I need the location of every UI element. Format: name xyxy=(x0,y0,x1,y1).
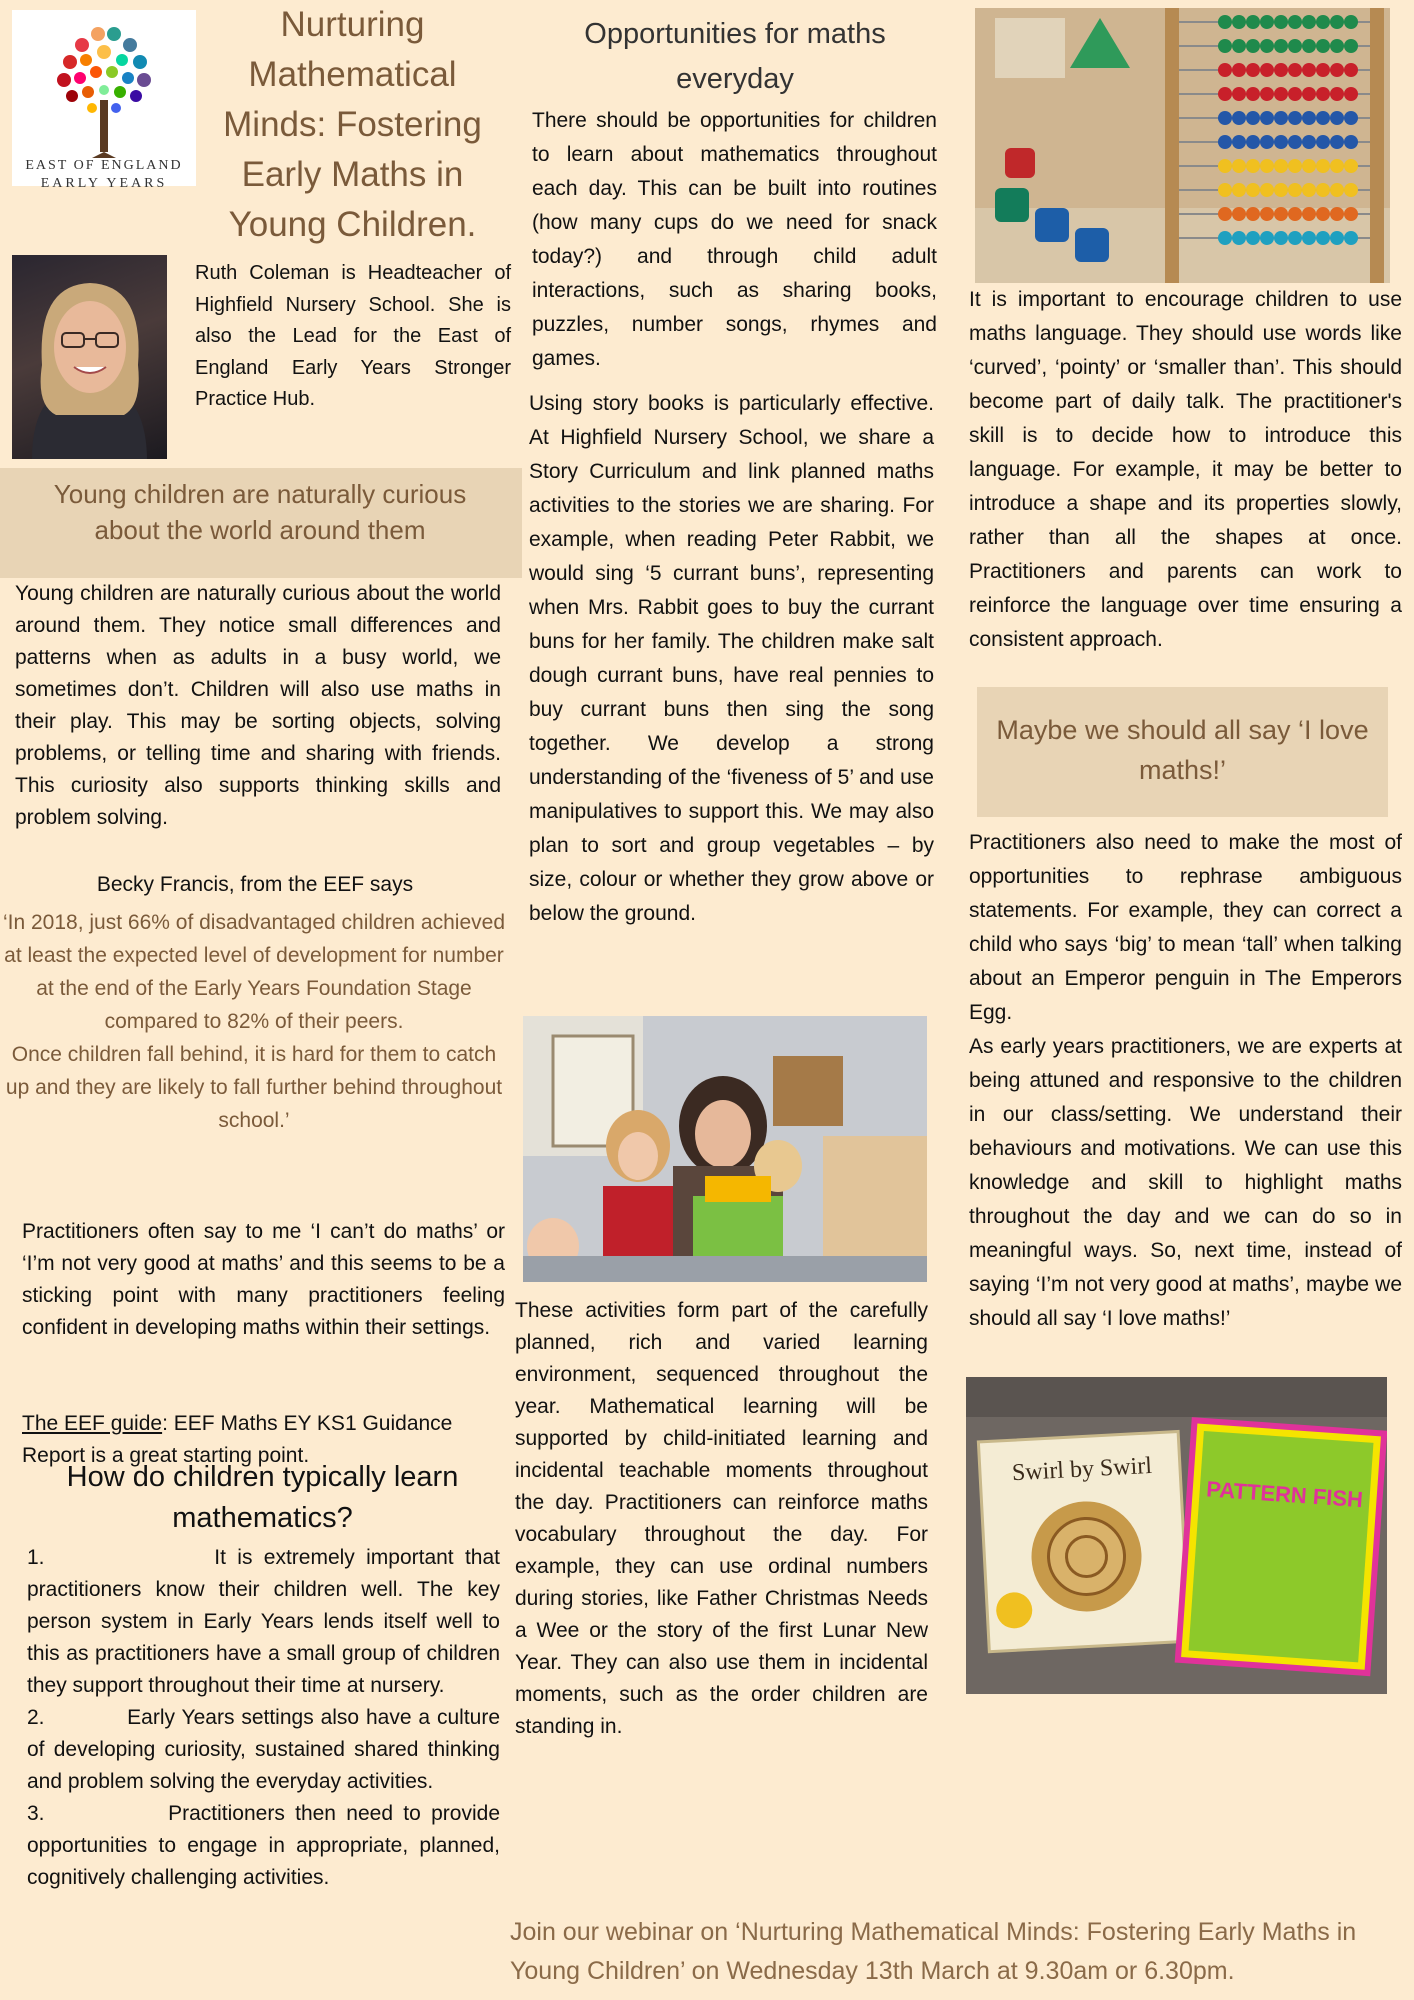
abacus-bead xyxy=(1246,135,1260,149)
abacus-bead xyxy=(1316,135,1330,149)
abacus-bead xyxy=(1316,87,1330,101)
abacus-bead xyxy=(1330,87,1344,101)
abacus-bead xyxy=(1288,63,1302,77)
abacus-bead xyxy=(1232,231,1246,245)
abacus-bead xyxy=(1302,87,1316,101)
abacus-photo xyxy=(975,8,1390,283)
abacus-bead xyxy=(1302,159,1316,173)
abacus-bead xyxy=(1260,63,1274,77)
tree-icon xyxy=(12,10,196,160)
eef-guide-text: : EEF Maths EY KS1 Guidance Report is a great starting point. xyxy=(22,1412,453,1467)
abacus-bead xyxy=(1316,231,1330,245)
abacus-bead xyxy=(1246,39,1260,53)
quote-part-2: Once children fall behind, it is hard for them to catch up and they are likely to fall further behind throughout school.’ xyxy=(5,1043,503,1132)
abacus-bead xyxy=(1274,231,1288,245)
abacus-bead xyxy=(1218,111,1232,125)
abacus-bead xyxy=(1288,39,1302,53)
abacus-bead xyxy=(1260,231,1274,245)
abacus-bead xyxy=(1302,207,1316,221)
abacus-bead xyxy=(1344,135,1358,149)
eef-quote xyxy=(0,906,508,1137)
abacus-bead xyxy=(1316,39,1330,53)
section-heading-opportunities: Opportunities for maths everyday xyxy=(584,18,886,95)
abacus-bead xyxy=(1232,63,1246,77)
abacus-bead xyxy=(1288,159,1302,173)
opportunities-paragraph: There should be opportunities for children to learn about mathematics throughout each day. This can be built into routines (how many cups do we need for snack today?) and through child adult interactions, such as sharing books, puzzles, number songs, rhymes and games. xyxy=(532,109,937,370)
abacus-bead xyxy=(1288,183,1302,197)
abacus-bead xyxy=(1344,207,1358,221)
abacus-bead xyxy=(1330,135,1344,149)
abacus-bead xyxy=(1218,63,1232,77)
abacus-bead xyxy=(1302,63,1316,77)
abacus-bead xyxy=(1288,207,1302,221)
abacus-bead xyxy=(1260,135,1274,149)
rephrase-paragraph xyxy=(969,826,1402,1336)
list-text: Early Years settings also have a culture of developing curiosity, sustained shared thinking and problem solving the everyday activities. xyxy=(27,1706,501,1793)
abacus-bead xyxy=(1218,159,1232,173)
rephrase-text: Practitioners also need to make the most of opportunities to rephrase ambiguous statements. For example, they can correct a child who says ‘big’ to mean ‘tall’ when talking about an Emperor penguin in The Emperors Egg. xyxy=(969,831,1402,1024)
abacus-bead xyxy=(1330,63,1344,77)
page-title: Nurturing Mathematical Minds: Fostering Early Maths in Young Children. xyxy=(223,5,482,244)
learning-environment-paragraph: These activities form part of the carefully planned, rich and varied learning environment, sequenced throughout the year. Mathematical learning will be supported by child-initiated learning and incidental teachable moments throughout the day. Practitioners can reinforce maths vocabulary throughout the day. For example, they can use ordinal numbers during stories, like Father Christmas Needs a Wee or the story of the first Lunar New Year. They can also use them in incidental moments, such as the order children are standing in. xyxy=(515,1299,928,1738)
nursery-classroom-photo xyxy=(523,1016,927,1282)
abacus-bead xyxy=(1246,207,1260,221)
abacus-bead xyxy=(1274,183,1288,197)
numbered-list xyxy=(27,1542,500,1894)
list-item xyxy=(27,1798,500,1894)
abacus-bead xyxy=(1288,87,1302,101)
abacus-bead xyxy=(1260,39,1274,53)
abacus-bead xyxy=(1316,63,1330,77)
section-heading-how: How do children typically learn mathematics? xyxy=(66,1461,459,1534)
list-text: It is extremely important that practitioners know their children well. The key person system in Early Years lends itself well to this as practitioners have a small group of children they support throughout their time at nursery. xyxy=(27,1546,500,1697)
abacus-bead xyxy=(1344,159,1358,173)
abacus-bead xyxy=(1218,231,1232,245)
abacus-bead xyxy=(1274,15,1288,29)
abacus-bead xyxy=(1302,15,1316,29)
abacus-bead xyxy=(1330,159,1344,173)
abacus-bead xyxy=(1232,207,1246,221)
eef-guide-link[interactable]: The EEF guide xyxy=(22,1412,163,1435)
abacus-bead xyxy=(1274,135,1288,149)
list-text: Practitioners then need to provide opportunities to engage in appropriate, planned, cognitively challenging activities. xyxy=(27,1802,500,1889)
logo-text-line1: EAST OF ENGLAND xyxy=(25,158,183,173)
abacus-bead xyxy=(1302,135,1316,149)
abacus-bead xyxy=(1218,135,1232,149)
abacus-bead xyxy=(1260,183,1274,197)
author-bio: Ruth Coleman is Headteacher of Highfield Nursery School. She is also the Lead for the East of England Early Years Stronger Practice Hub. xyxy=(195,262,511,410)
abacus-bead xyxy=(1218,39,1232,53)
abacus-bead xyxy=(1288,15,1302,29)
abacus-bead xyxy=(1246,111,1260,125)
hub-logo xyxy=(12,10,196,191)
abacus-bead xyxy=(1274,207,1288,221)
abacus-bead xyxy=(1218,87,1232,101)
abacus-bead xyxy=(1218,15,1232,29)
abacus-bead xyxy=(1302,39,1316,53)
abacus-bead xyxy=(1246,63,1260,77)
abacus-bead xyxy=(1316,183,1330,197)
quote-part-1: ‘In 2018, just 66% of disadvantaged children achieved at least the expected level of development for number at the end of the Early Years Foundation Stage compared to 82% of their peers. xyxy=(2,911,505,1033)
abacus-bead xyxy=(1316,207,1330,221)
abacus-bead xyxy=(1260,207,1274,221)
list-number: 2. xyxy=(27,1706,45,1729)
list-number: 1. xyxy=(27,1546,45,1569)
abacus-bead xyxy=(1344,63,1358,77)
abacus-bead xyxy=(1232,183,1246,197)
story-books-paragraph: Using story books is particularly effective. At Highfield Nursery School, we share a Story Curriculum and link planned maths activities to the stories we are sharing. For example, when reading Peter Rabbit, we would sing ‘5 currant buns’, representing when Mrs. Rabbit goes to buy the currant buns for her family. The children make salt dough currant buns, have real pennies to buy currant buns then sing the song together. We develop a strong understanding of the ‘fiveness of 5’ and use manipulatives to support this. We may also plan to sort and group vegetables – by size, colour or whether they grow above or below the ground. xyxy=(529,392,934,925)
abacus-bead xyxy=(1316,159,1330,173)
abacus-bead xyxy=(1316,111,1330,125)
abacus-bead xyxy=(1302,111,1316,125)
abacus-bead xyxy=(1232,87,1246,101)
abacus-bead xyxy=(1246,159,1260,173)
abacus-bead xyxy=(1288,135,1302,149)
intro-paragraph: Young children are naturally curious about the world around them. They notice small differences and patterns when as adults in a busy world, we sometimes don’t. Children will also use maths in their play. This may be sorting objects, solving problems, or telling time and sharing with friends. This curiosity also supports thinking skills and problem solving. xyxy=(15,582,501,829)
abacus-bead xyxy=(1274,39,1288,53)
maths-language-paragraph: It is important to encourage children to use maths language. They should use words like ‘curved’, ‘pointy’ or ‘smaller than’. This should become part of daily talk. The practitioner's skill is to decide how to introduce this language. For example, it may be better to introduce a shape and its properties slowly, rather than all the shapes at once. Practitioners and parents can work to reinforce the language over time ensuring a consistent approach. xyxy=(969,288,1402,651)
abacus-bead xyxy=(1344,87,1358,101)
abacus-bead xyxy=(1288,231,1302,245)
abacus-bead xyxy=(1246,183,1260,197)
highlight-callout: Maybe we should all say ‘I love maths!’ xyxy=(996,715,1369,785)
abacus-bead xyxy=(1316,15,1330,29)
abacus-bead xyxy=(1344,111,1358,125)
abacus-bead xyxy=(1260,87,1274,101)
abacus-bead xyxy=(1232,135,1246,149)
abacus-bead xyxy=(1260,15,1274,29)
webinar-footer: Join our webinar on ‘Nurturing Mathematical Minds: Fostering Early Maths in Young Children’ on Wednesday 13th March at 9.30am or 6.30pm. xyxy=(510,1918,1357,1985)
abacus-bead xyxy=(1232,39,1246,53)
list-item xyxy=(27,1542,500,1702)
abacus-bead xyxy=(1288,111,1302,125)
abacus-bead xyxy=(1330,207,1344,221)
abacus-bead xyxy=(1246,15,1260,29)
abacus-bead xyxy=(1330,231,1344,245)
picture-books-photo xyxy=(966,1377,1387,1694)
list-item xyxy=(27,1702,500,1798)
book-title-pattern-fish: PATTERN FISH xyxy=(1205,1476,1364,1513)
abacus-bead xyxy=(1344,183,1358,197)
abacus-bead xyxy=(1274,87,1288,101)
abacus-bead xyxy=(1344,231,1358,245)
abacus-bead xyxy=(1246,87,1260,101)
abacus-bead xyxy=(1302,231,1316,245)
logo-text-line2: EARLY YEARS xyxy=(40,176,168,191)
abacus-bead xyxy=(1232,159,1246,173)
abacus-bead xyxy=(1274,111,1288,125)
abacus-bead xyxy=(1344,39,1358,53)
abacus-bead xyxy=(1330,15,1344,29)
abacus-bead xyxy=(1344,15,1358,29)
abacus-bead xyxy=(1218,183,1232,197)
abacus-bead xyxy=(1232,111,1246,125)
practitioners-paragraph: Practitioners often say to me ‘I can’t do maths’ or ‘I’m not very good at maths’ and this seems to be a sticking point with many practitioners feeling confident in developing maths within their settings. xyxy=(22,1220,505,1339)
highlight-heading: Young children are naturally curious about the world around them xyxy=(53,479,467,545)
quote-attribution: Becky Francis, from the EEF says xyxy=(96,873,414,896)
abacus-bead xyxy=(1302,183,1316,197)
abacus-bead xyxy=(1330,183,1344,197)
abacus-bead xyxy=(1260,159,1274,173)
abacus-bead xyxy=(1330,39,1344,53)
abacus-bead xyxy=(1274,159,1288,173)
book-title-swirl: Swirl by Swirl xyxy=(1011,1452,1153,1487)
abacus-bead xyxy=(1246,231,1260,245)
list-number: 3. xyxy=(27,1802,45,1825)
attuned-text: As early years practitioners, we are experts at being attuned and responsive to the children in our class/setting. We understand their behaviours and motivations. We can use this knowledge and skill to highlight maths throughout the day and we can do so in meaningful ways. So, next time, instead of saying ‘I’m not very good at maths’, maybe we should all say ‘I love maths!’ xyxy=(969,1035,1402,1330)
abacus-bead xyxy=(1274,63,1288,77)
abacus-bead xyxy=(1218,207,1232,221)
author-photo xyxy=(12,255,167,459)
abacus-bead xyxy=(1232,15,1246,29)
abacus-bead xyxy=(1260,111,1274,125)
abacus-bead xyxy=(1330,111,1344,125)
